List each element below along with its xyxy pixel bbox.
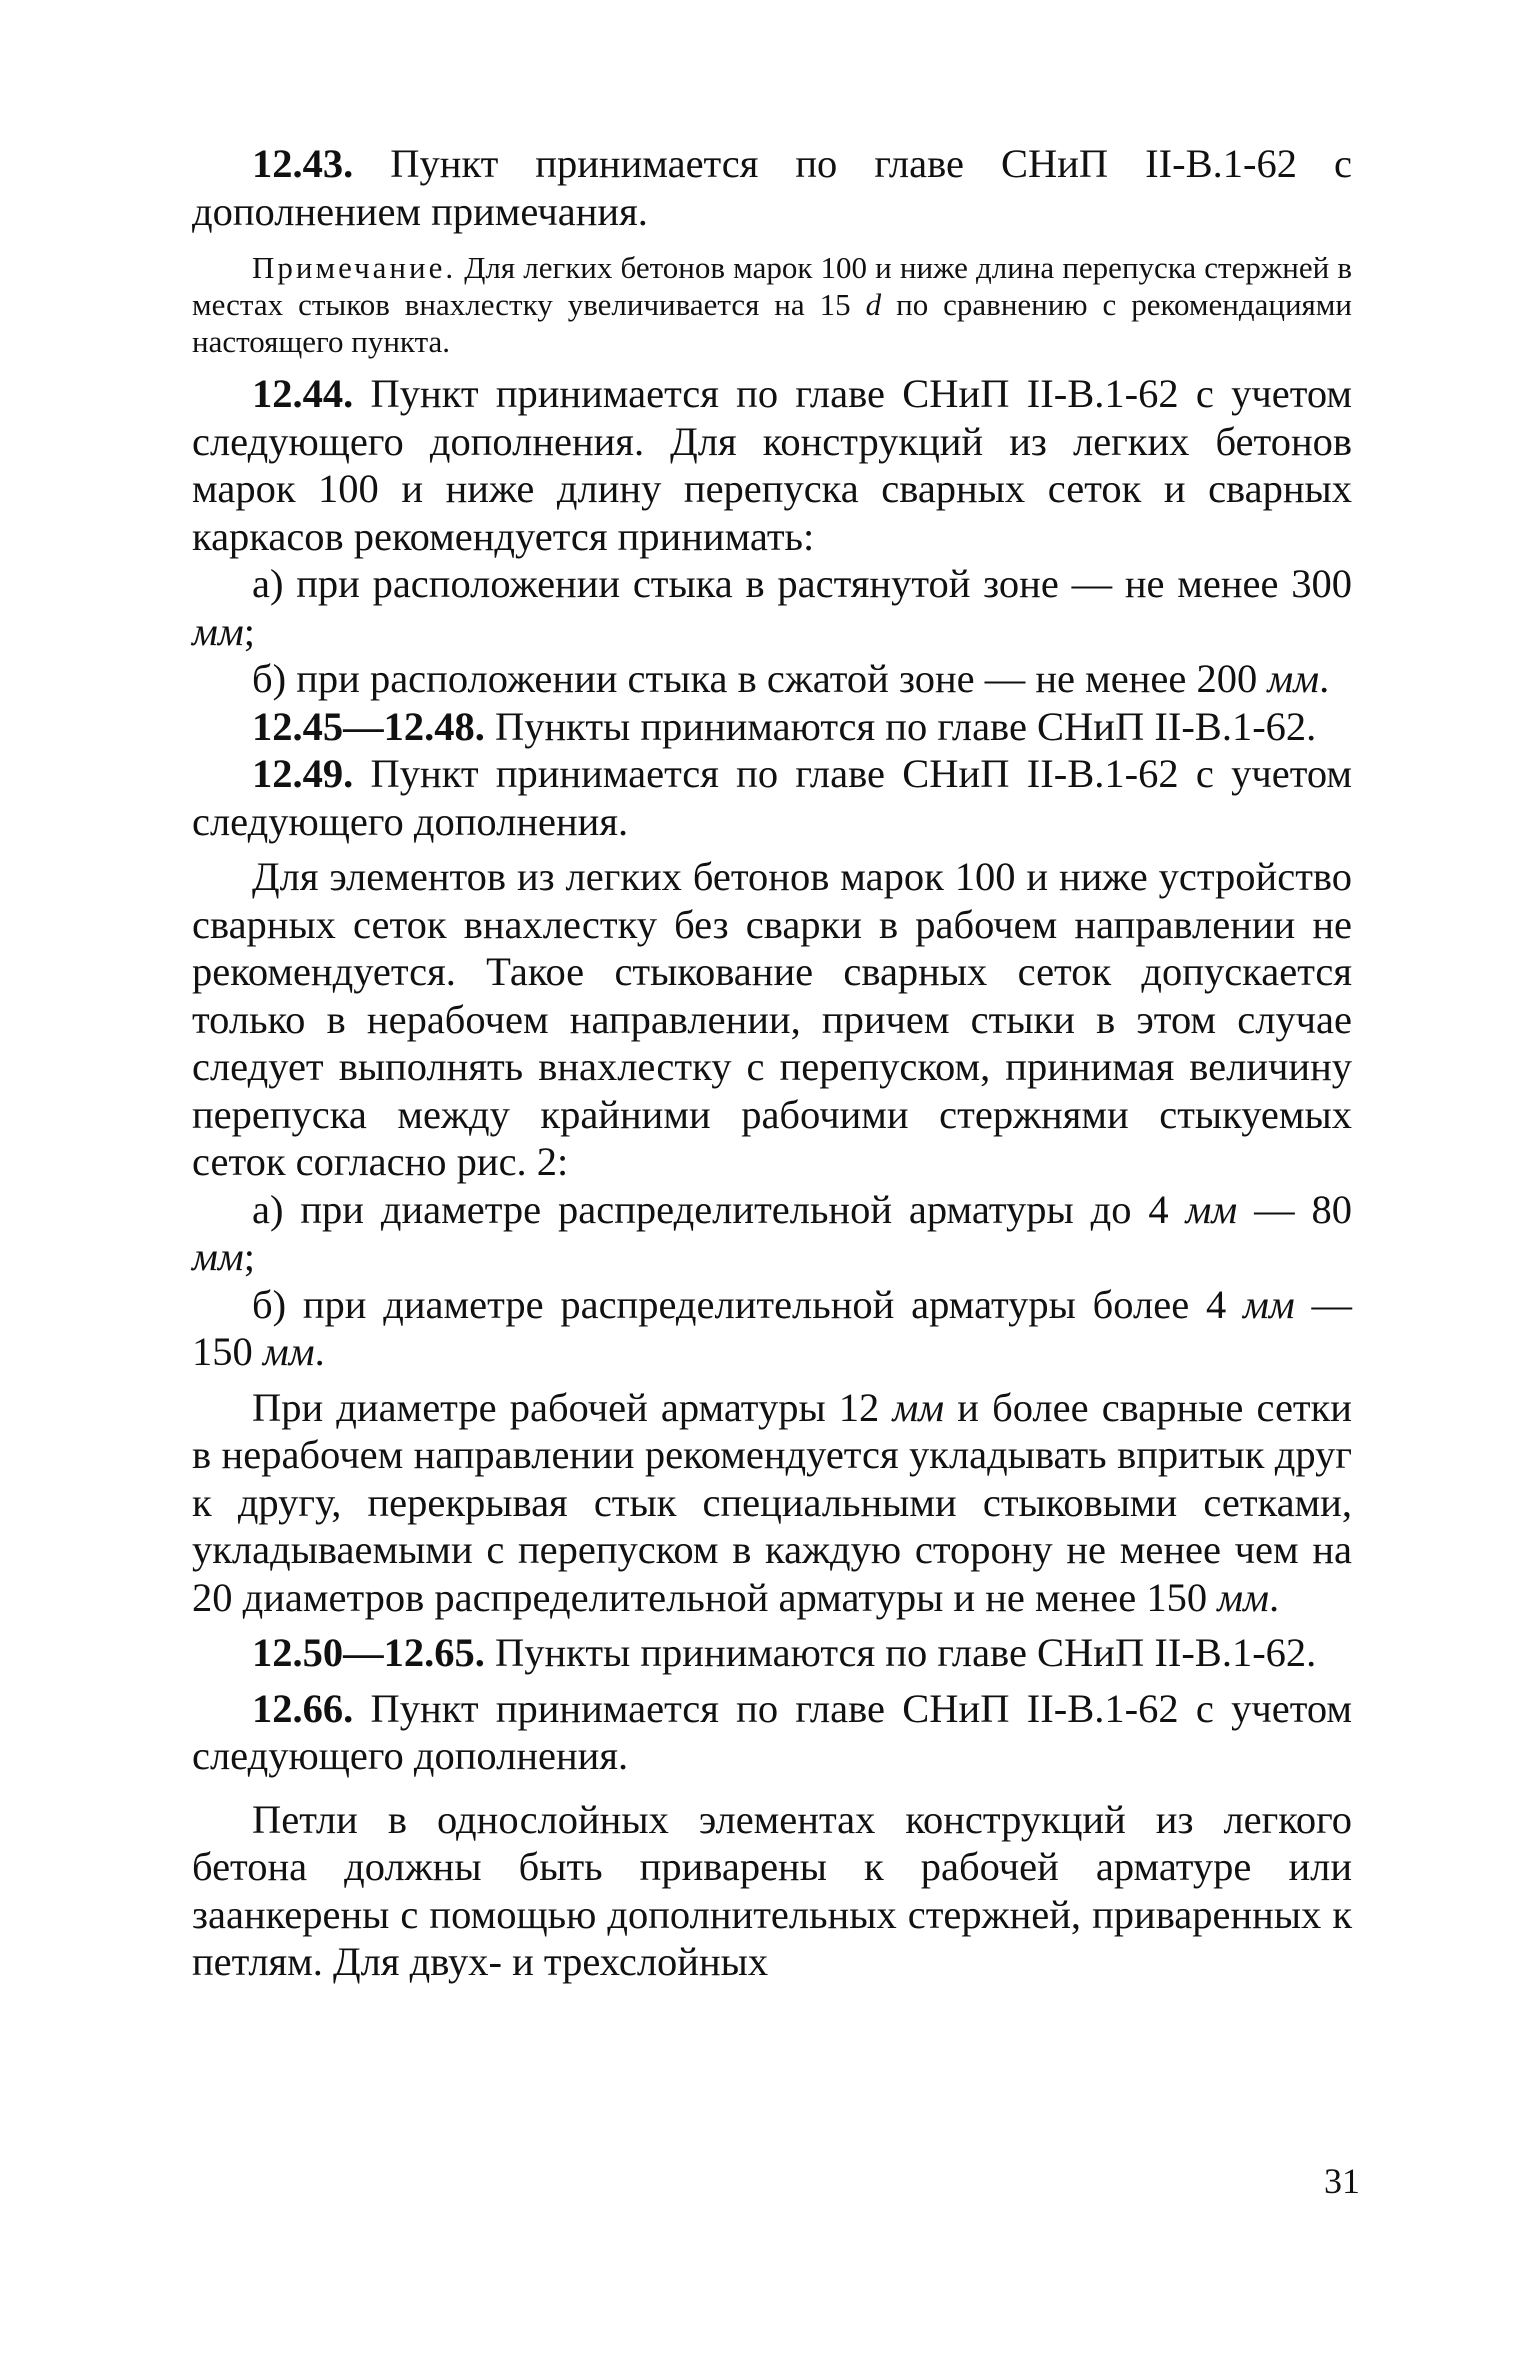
item-text: а) при расположении стыка в растянутой зоне — не менее 300 — [252, 561, 1352, 606]
body-text: Для элементов из легких бетонов марок 100 и ниже устройство сварных сеток внахлестку без сварки в рабочем направлении не рекомендуется. Такое стыкование сварных сеток допускается только в нерабочем направлении, причем стыки в этом случае следует выполнять внахлестку с перепуском, принимая величину перепуска между крайними рабочими стержнями стыкуемых сеток согласно рис. 2: — [192, 854, 1352, 1184]
item-text: б) при расположении стыка в сжатой зоне — не менее 200 — [252, 656, 1258, 701]
unit: мм — [879, 1384, 945, 1430]
paragraph-12-45 — [192, 703, 1352, 751]
clause-text: Пункты принимаются по главе СНиП II-В.1-62. — [484, 1630, 1317, 1675]
clause-number: 12.44. — [252, 371, 354, 416]
body-text: При диаметре рабочей арматуры 12 — [252, 1384, 880, 1430]
unit: мм — [1226, 1281, 1295, 1327]
paragraph-12-44-a — [192, 560, 1352, 655]
clause-number: 12.50—12.65. — [252, 1630, 485, 1675]
clause-text: Пункт принимается по главе СНиП II-В.1-62 с учетом следующего дополнения. — [192, 1685, 1352, 1778]
page-number: 31 — [1324, 2161, 1360, 2201]
item-mid: — 80 — [1237, 1186, 1353, 1232]
clause-number: 12.66. — [252, 1685, 354, 1731]
note-label: Примечание. — [252, 250, 457, 285]
paragraph-12-49 — [192, 750, 1352, 845]
body-text: и более сварные сетки в нерабочем направлении рекомендуется укладывать впритык друг к другу, перекрывая стык специальными стыковыми сетками, укладываемыми с перепуском в каждую сторону не менее чем на 20 диаметров распределительной арматуры и не менее 150 — [192, 1384, 1352, 1620]
unit: мм — [192, 1234, 244, 1279]
page-body — [192, 140, 1352, 1986]
clause-text: Пункт принимается по главе СНиП II-В.1-62 с учетом следующего дополнения. — [192, 751, 1352, 844]
paragraph-12-49-b — [192, 1281, 1352, 1376]
paragraph-12-44 — [192, 370, 1352, 560]
item-end: ; — [243, 608, 255, 654]
note-text-end: по сравнению с рекомендациями настоящего пункта. — [192, 287, 1353, 359]
unit: мм — [1257, 656, 1320, 701]
clause-text: Пункт принимается по главе СНиП II-В.1-62 с дополнением примечания. — [192, 141, 1352, 234]
unit: мм — [1168, 1186, 1238, 1232]
item-text: б) при диаметре распределительной арматуры более 4 — [252, 1281, 1227, 1327]
clause-number: 12.45—12.48. — [252, 703, 485, 749]
paragraph-12-66 — [192, 1685, 1352, 1780]
clause-text: Пункт принимается по главе СНиП II-В.1-62 с учетом следующего дополнения. Для конструкций из легких бетонов марок 100 и ниже длину перепуска сварных сеток и сварных каркасов рекомендуется принимать: — [192, 371, 1352, 559]
note-variable: d — [850, 287, 882, 322]
clause-number: 12.49. — [252, 751, 354, 796]
item-end: . — [1319, 656, 1330, 701]
paragraph-12-43 — [192, 140, 1352, 235]
body-text: Петли в однослойных элементах конструкций из легкого бетона должны быть приварены к рабочей арматуре или заанкерены с помощью дополнительных стержней, приваренных к петлям. Для двух- и трехслойных — [192, 1796, 1352, 1984]
paragraph-12-50 — [192, 1629, 1352, 1677]
unit: мм — [1207, 1574, 1269, 1620]
paragraph-12-44-b — [192, 655, 1352, 703]
note-text: Для легких бетонов марок 100 и ниже длина перепуска стержней в местах стыков внахлестку увеличивается на 15 — [192, 250, 1352, 322]
item-end: ; — [243, 1234, 255, 1279]
clause-text: Пункты принимаются по главе СНиП II-В.1-62. — [484, 703, 1317, 749]
unit: мм — [252, 1329, 315, 1374]
item-text: а) при диаметре распределительной арматуры до 4 — [252, 1186, 1169, 1232]
paragraph-12-49-c — [192, 1384, 1352, 1622]
paragraph-12-49-body — [192, 853, 1352, 1186]
paragraph-12-49-a — [192, 1186, 1352, 1281]
clause-number: 12.43. — [252, 141, 354, 186]
item-end: . — [1268, 1574, 1280, 1620]
paragraph-12-66-body — [192, 1796, 1352, 1986]
item-mid: — 150 — [192, 1281, 1352, 1374]
item-end: . — [314, 1329, 325, 1374]
unit: мм — [192, 608, 244, 654]
note-paragraph — [192, 249, 1352, 360]
